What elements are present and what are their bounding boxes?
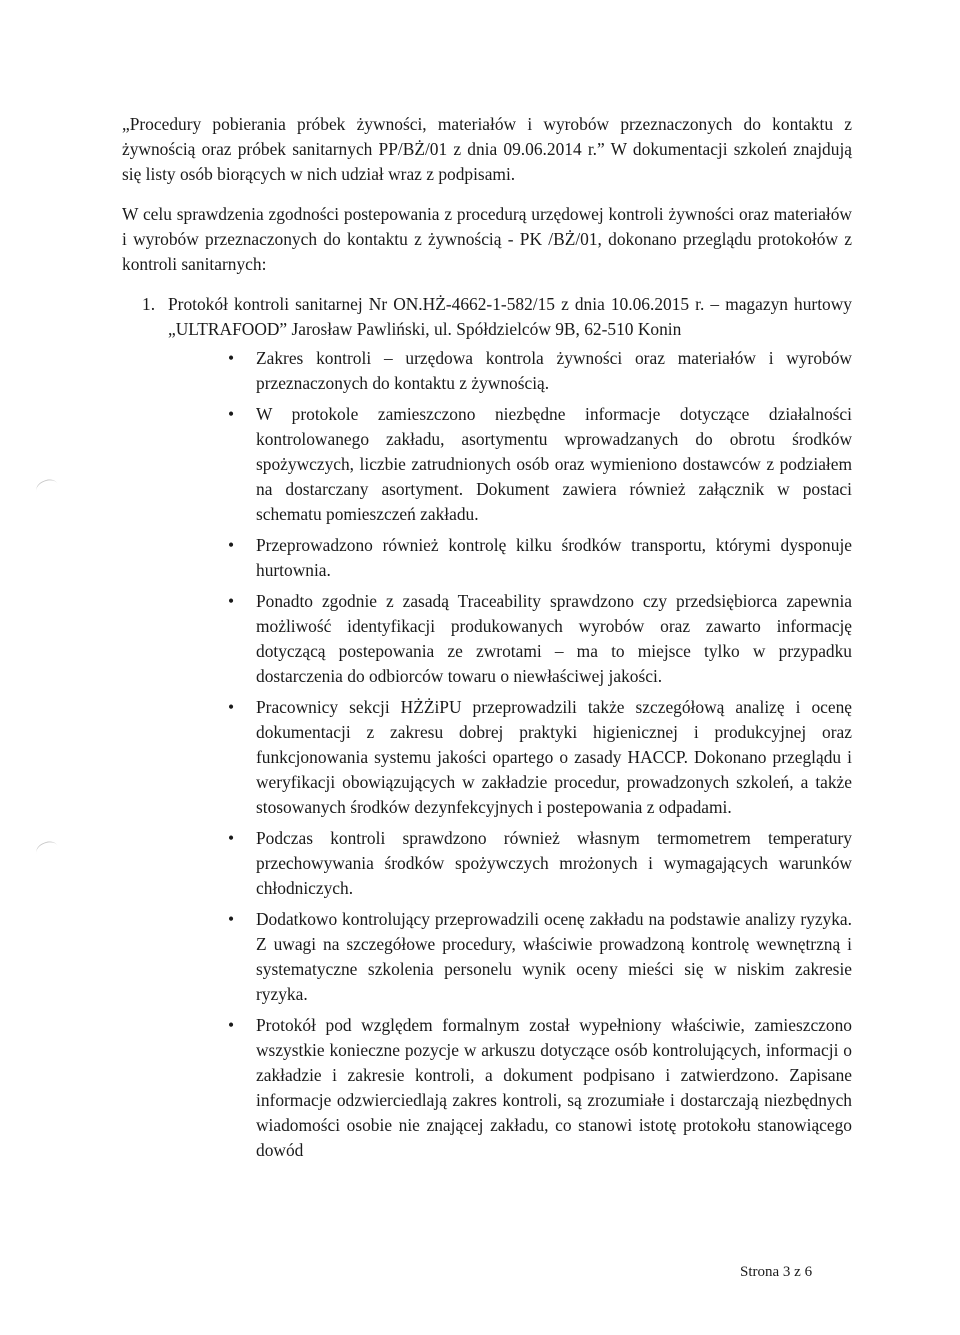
list-item (208, 907, 852, 1007)
bullet-text: Protokół pod względem formalnym został wypełniony właściwie, zamieszczono wszystkie konieczne pozycje w arkuszu dotyczące osób kontrolujących, informacji o zakładzie i zakresie kontroli, a dokument podpisano i zatwierdzono. Zapisane informacje odzwierciedlają zakres kontroli, są zrozumiałe i dostarczają niezbędnych wiadomości osobie nie znającej zakładu, co stanowi istotę protokołu stanowiącego dowód (256, 1015, 852, 1160)
intro-paragraph: „Procedury pobierania próbek żywności, materiałów i wyrobów przeznaczonych do kontaktu z żywnością oraz próbek sanitarnych PP/BŻ/01 z dnia 09.06.2014 r.” W dokumentacji szkoleń znajdują się listy osób biorących w nich udział wraz z podpisami. (122, 114, 852, 184)
bullet-icon: • (228, 909, 235, 929)
list-item (208, 402, 852, 527)
bullet-icon: • (228, 591, 235, 611)
list-item (208, 533, 852, 583)
bullet-text: Ponadto zgodnie z zasadą Traceability sprawdzono czy przedsiębiorca zapewnia możliwość identyfikacji produkowanych wyrobów oraz zawarto informację dotyczącą postepowania ze zwrotami – ma to miejsce tylko w przypadku dostarczenia do odbiorców towaru o niewłaściwej jakości. (256, 591, 852, 686)
scan-margin-mark (34, 477, 60, 499)
list-item (208, 346, 852, 396)
list-item (208, 695, 852, 820)
list-item (208, 826, 852, 901)
bullet-icon: • (228, 348, 235, 368)
bullet-text: Przeprowadzono również kontrolę kilku środków transportu, którymi dysponuje hurtownia. (256, 535, 852, 580)
numbered-item (122, 292, 852, 1163)
bullet-icon: • (228, 404, 235, 424)
item-title: Protokół kontroli sanitarnej Nr ON.HŻ-4662-1-582/15 z dnia 10.06.2015 r. – magazyn hurtowy „ULTRAFOOD” Jarosław Pawliński, ul. Spółdzielców 9B, 62-510 Konin (168, 294, 852, 339)
bullet-list (142, 346, 852, 1163)
bullet-icon: • (228, 828, 235, 848)
numbered-item-head (142, 292, 852, 342)
bullet-icon: • (228, 697, 235, 717)
bullet-icon: • (228, 1015, 235, 1035)
bullet-text: Pracownicy sekcji HŻŻiPU przeprowadzili także szczegółową analizę i ocenę dokumentacji z zakresu dobrej praktyki higienicznej i produkcyjnej oraz funkcjonowania systemu jakości opartego o zasady HACCP. Dokonano przeglądu i weryfikacji obowiązujących w zakładzie procedur, prowadzonych szkoleń, a także stosowanych środków dezynfekcyjnych i postepowania z odpadami. (256, 697, 852, 817)
bullet-text: Zakres kontroli – urzędowa kontrola żywności oraz materiałów i wyrobów przeznaczonych do kontaktu z żywnością. (256, 348, 852, 393)
bullet-text: Podczas kontroli sprawdzono również własnym termometrem temperatury przechowywania środków spożywczych mrożonych i wymagających warunków chłodniczych. (256, 828, 852, 898)
bullet-text: W protokole zamieszczono niezbędne informacje dotyczące działalności kontrolowanego zakładu, asortymentu wprowadzanych do obrotu środków spożywczych, liczbie zatrudnionych osób oraz wymieniono dostawców z podziałem na dostarczany asortyment. Dokument zawiera również załącznik w postaci schematu pomieszczeń zakładu. (256, 404, 852, 524)
scan-margin-mark (34, 839, 60, 861)
bullet-icon: • (228, 535, 235, 555)
item-number: 1. (142, 294, 156, 314)
page-number: Strona 3 z 6 (740, 1264, 813, 1280)
purpose-paragraph: W celu sprawdzenia zgodności postepowania z procedurą urzędowej kontroli żywności oraz materiałów i wyrobów przeznaczonych do kontaktu z żywnością - PK /BŻ/01, dokonano przeglądu protokołów z kontroli sanitarnych: (122, 204, 852, 274)
list-item (208, 589, 852, 689)
bullet-text: Dodatkowo kontrolujący przeprowadzili ocenę zakładu na podstawie analizy ryzyka. Z uwagi na szczegółowe procedury, właściwie prowadzoną kontrolę wewnętrzną i systematyczne szkolenia personelu wynik oceny mieści się w niskim zakresie ryzyka. (256, 909, 852, 1004)
document-body (122, 112, 852, 1169)
list-item (208, 1013, 852, 1163)
